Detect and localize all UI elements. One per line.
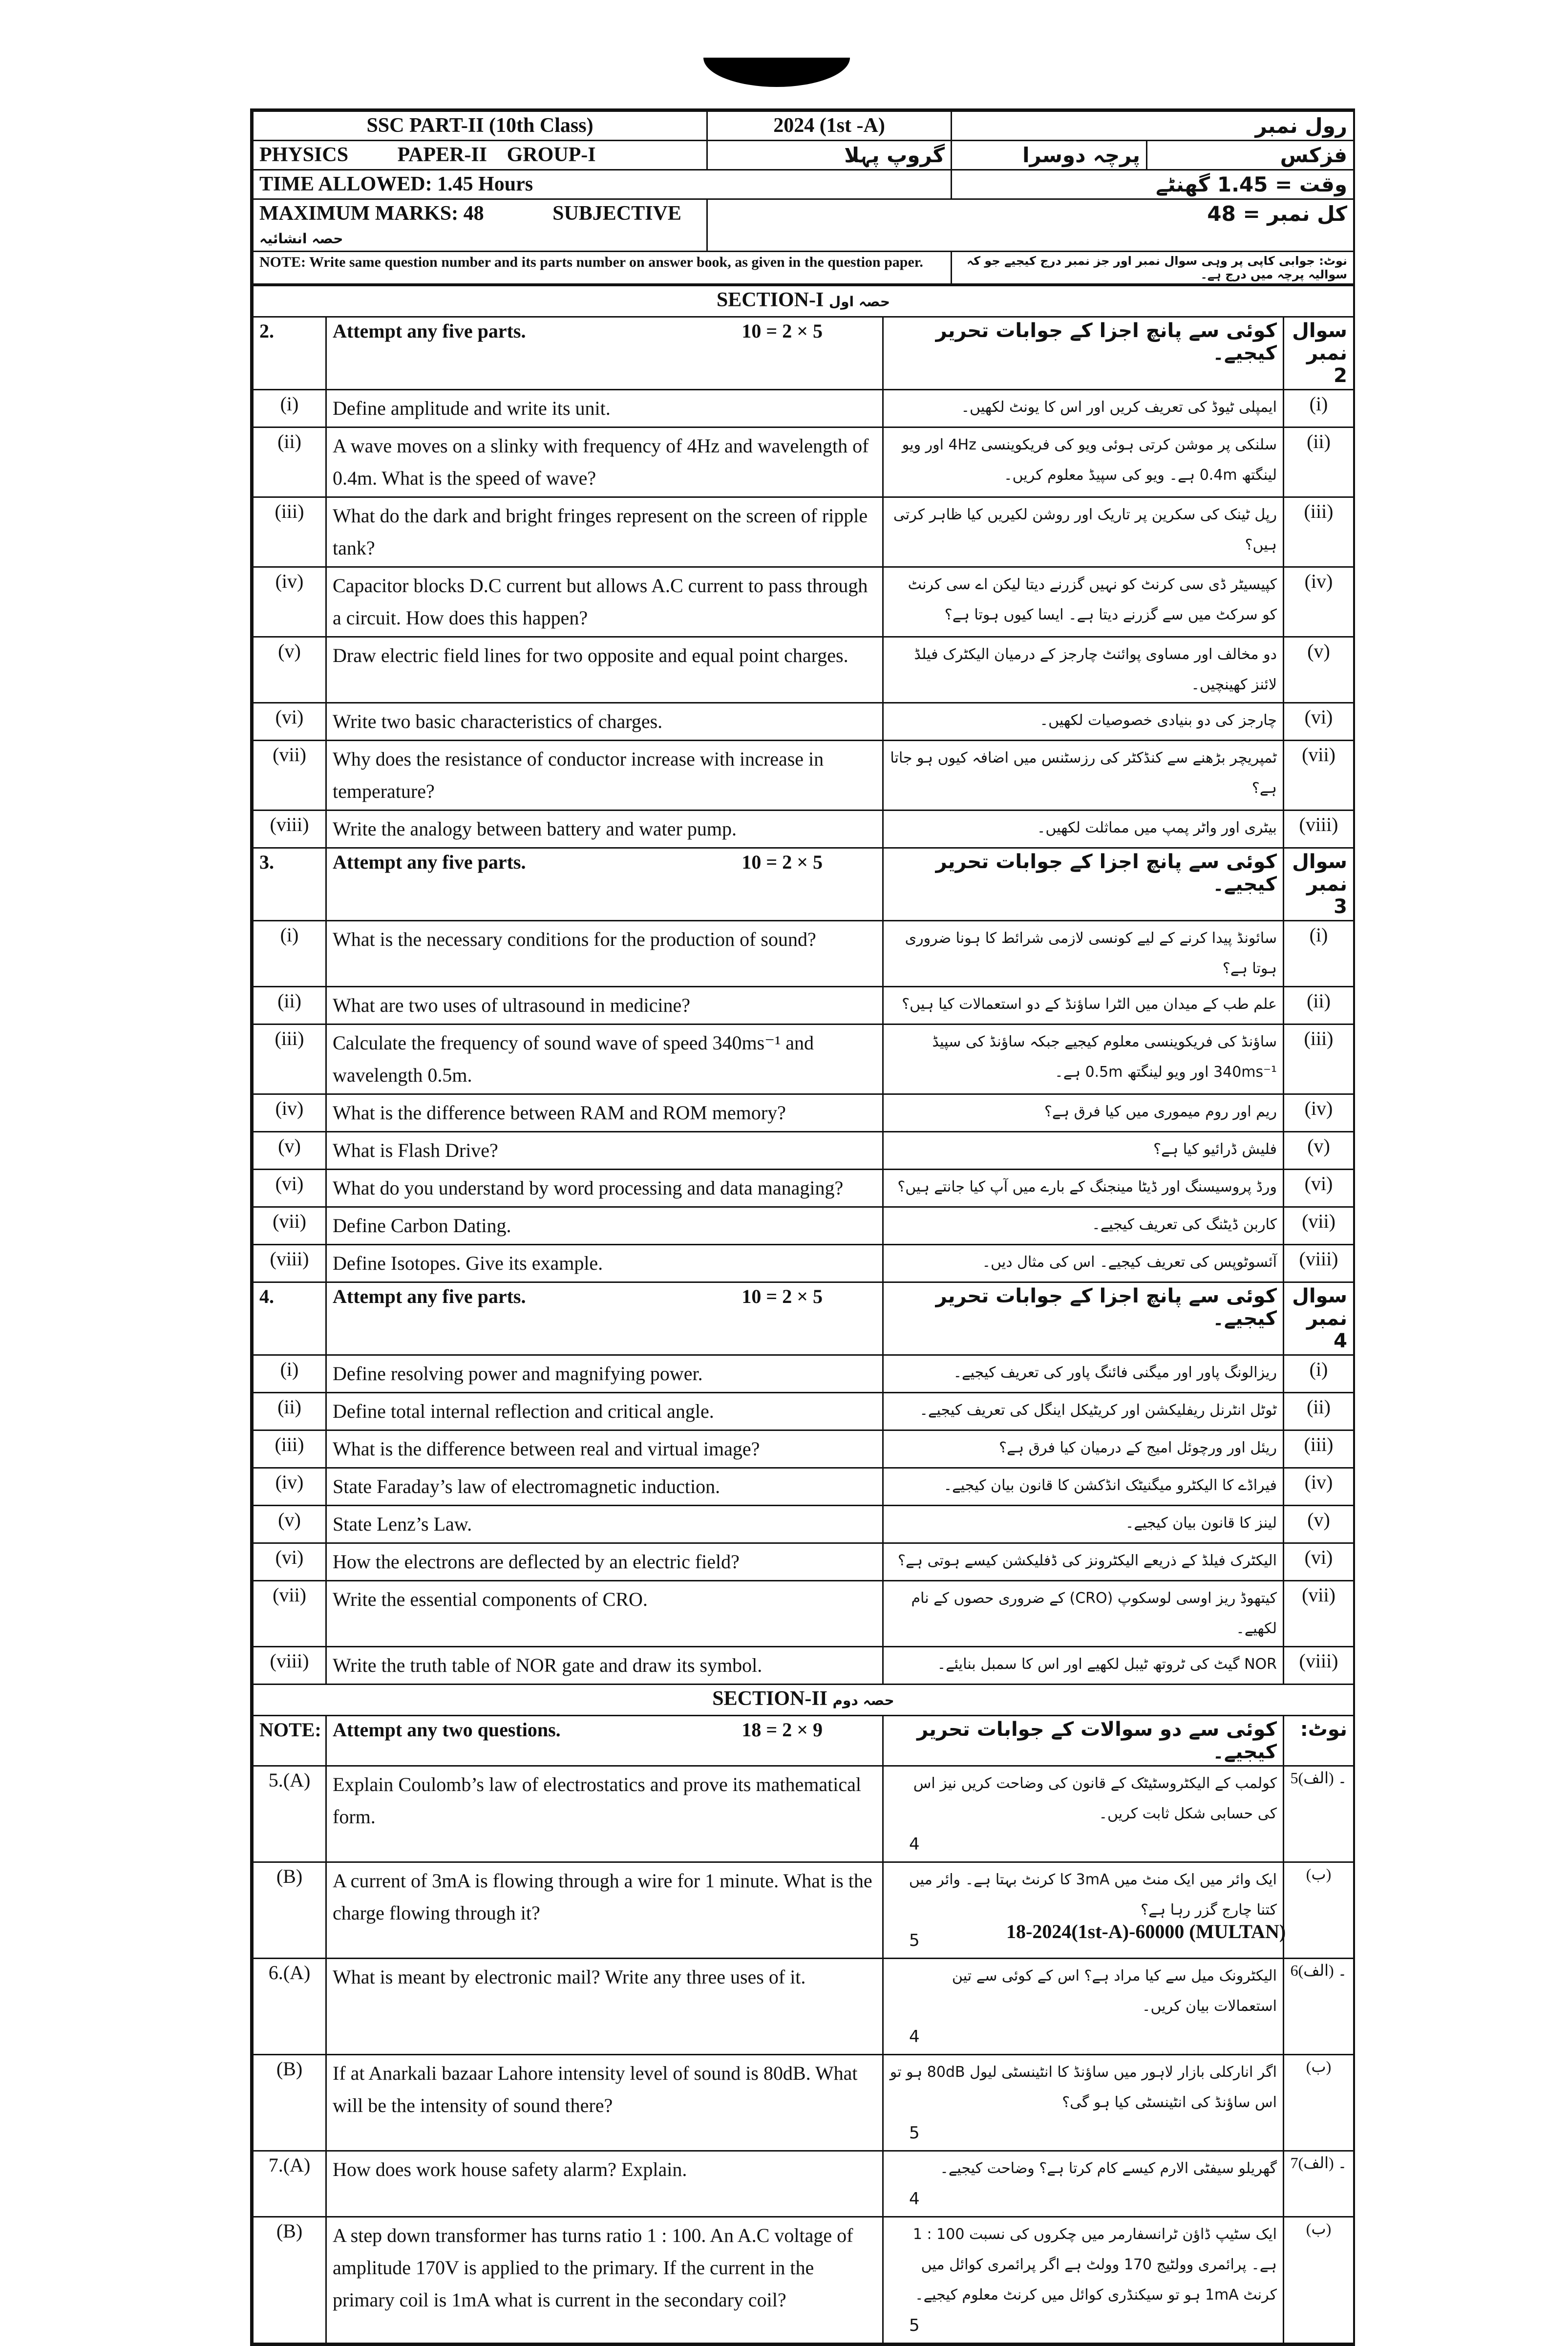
part-number: (iv) <box>253 1468 326 1506</box>
section-2-note-label: NOTE: <box>253 1716 326 1766</box>
part-number: (v) <box>253 637 326 703</box>
part-number-ur: (i) <box>1284 390 1354 427</box>
long-question-number-ur: 7۔ (الف) <box>1284 2151 1354 2217</box>
part-text-en: How the electrons are deflected by an electric field? <box>326 1543 883 1581</box>
time-allowed: TIME ALLOWED: 1.45 Hours <box>253 170 952 199</box>
long-question-number-ur: 5۔ (الف) <box>1284 1766 1354 1862</box>
question-paper <box>250 108 1355 2346</box>
subject: PHYSICS <box>259 144 349 166</box>
part-text-ur: الیکٹرک فیلڈ کے ذریعے الیکٹرونز کی ڈفلیکشن کیسے ہوتی ہے؟ <box>883 1543 1284 1581</box>
long-question-number-ur: (ب) <box>1284 1862 1354 1959</box>
total-marks-ur: کل نمبر = 48 <box>707 199 1354 252</box>
part-text-ur: آئسوٹوپس کی تعریف کیجیے۔ اس کی مثال دیں۔ <box>883 1245 1284 1282</box>
part-number-ur: (iii) <box>1284 1430 1354 1468</box>
exam-title: SSC PART-II (10th Class) <box>253 111 707 141</box>
section-2-questions <box>253 1766 1354 2344</box>
part-number: (iii) <box>253 497 326 567</box>
long-question-part <box>253 1959 1354 2055</box>
note: NOTE: Write same question number and its parts number on answer book, as given in the question paper. <box>253 252 952 284</box>
question-part <box>253 1506 1354 1543</box>
part-text-en: Define Carbon Dating. <box>326 1207 883 1245</box>
part-text-en: Define resolving power and magnifying power. <box>326 1355 883 1393</box>
question-instruction-cell <box>326 317 883 390</box>
section-2-title: SECTION-II حصہ دوم <box>253 1685 1354 1716</box>
part-number: (viii) <box>253 1245 326 1282</box>
part-number-ur: (ii) <box>1284 987 1354 1024</box>
question-part <box>253 1581 1354 1647</box>
part-text-en: Define Isotopes. Give its example. <box>326 1245 883 1282</box>
long-question-text-ur-cell <box>883 1766 1284 1862</box>
long-question-marks: 5 <box>909 2123 920 2143</box>
part-number-ur: (vi) <box>1284 1170 1354 1207</box>
part-text-ur: لینز کا قانون بیان کیجیے۔ <box>883 1506 1284 1543</box>
question-number: 3. <box>253 848 326 921</box>
long-question-text-ur-cell <box>883 2217 1284 2344</box>
part-number-ur: (vii) <box>1284 1581 1354 1647</box>
part-text-ur: ریم اور روم میموری میں کیا فرق ہے؟ <box>883 1094 1284 1132</box>
part-text-ur: دو مخالف اور مساوی پوائنٹ چارجز کے درمیان الیکٹرک فیلڈ لائنز کھینچیں۔ <box>883 637 1284 703</box>
paper-header <box>252 110 1355 285</box>
subject-ur: فزکس <box>1147 141 1354 170</box>
long-question-number: 5.(A) <box>253 1766 326 1862</box>
long-question-text-ur: اگر انارکلی بازار لاہور میں ساؤنڈ کا انٹینسٹی لیول 80dB ہو تو اس ساؤنڈ کی انٹینسٹی کیا ہو گی؟ <box>890 2064 1277 2111</box>
part-text-en: Why does the resistance of conductor increase with increase in temperature? <box>326 741 883 810</box>
subjective-label: SUBJECTIVE <box>552 202 681 225</box>
part-text-ur: کاربن ڈیٹنگ کی تعریف کیجیے۔ <box>883 1207 1284 1245</box>
long-question-number-ur: (ب) <box>1284 2217 1354 2344</box>
question-3 <box>253 848 1354 1282</box>
question-instruction-ur: کوئی سے پانچ اجزا کے جوابات تحریر کیجیے۔ <box>883 317 1284 390</box>
question-instruction-ur: کوئی سے پانچ اجزا کے جوابات تحریر کیجیے۔ <box>883 848 1284 921</box>
part-number-ur: (iv) <box>1284 1468 1354 1506</box>
long-question-text-ur: الیکٹرونک میل سے کیا مراد ہے؟ اس کے کوئی سے تین استعمالات بیان کریں۔ <box>952 1967 1277 2015</box>
long-question-part <box>253 2151 1354 2217</box>
question-header <box>253 848 1354 921</box>
part-number-ur: (viii) <box>1284 810 1354 848</box>
part-text-ur: سلنکی پر موشن کرتی ہوئی ویو کی فریکوینسی 4Hz اور ویو لینگتھ 0.4m ہے۔ ویو کی سپیڈ معلوم کریں۔ <box>883 427 1284 497</box>
question-instruction: Attempt any five parts. <box>333 320 526 342</box>
part-number: (i) <box>253 390 326 427</box>
question-part <box>253 1170 1354 1207</box>
question-part <box>253 1207 1354 1245</box>
section-2-note-ur: نوٹ: <box>1284 1716 1354 1766</box>
part-text-en: A wave moves on a slinky with frequency of 4Hz and wavelength of 0.4m. What is the speed of wave? <box>326 427 883 497</box>
part-text-ur: علم طب کے میدان میں الٹرا ساؤنڈ کے دو استعمالات کیا ہیں؟ <box>883 987 1284 1024</box>
part-number-ur: (ii) <box>1284 1393 1354 1430</box>
part-text-ur: ریئل اور ورچوئل امیج کے درمیان کیا فرق ہے؟ <box>883 1430 1284 1468</box>
question-marks: 10 = 2 × 5 <box>742 851 823 873</box>
part-number: (ii) <box>253 427 326 497</box>
question-part <box>253 1430 1354 1468</box>
part-text-ur: ریزالونگ پاور اور میگنی فائنگ پاور کی تعریف کیجیے۔ <box>883 1355 1284 1393</box>
long-question-part <box>253 1766 1354 1862</box>
question-instruction-ur: کوئی سے پانچ اجزا کے جوابات تحریر کیجیے۔ <box>883 1282 1284 1355</box>
part-number: (vii) <box>253 741 326 810</box>
question-part <box>253 637 1354 703</box>
part-text-en: Write the essential components of CRO. <box>326 1581 883 1647</box>
part-text-en: Define amplitude and write its unit. <box>326 390 883 427</box>
part-text-en: What do you understand by word processing and data managing? <box>326 1170 883 1207</box>
long-question-text-ur: ایک سٹیپ ڈاؤن ٹرانسفارمر میں چکروں کی نسبت 100 : 1 ہے۔ پرائمری وولٹیج 170 وولٹ ہے اگر پرائمری کوائل میں کرنٹ 1mA ہو تو سیکنڈری کوائل میں کرنٹ معلوم کیجیے۔ <box>912 2226 1277 2303</box>
part-text-en: What is Flash Drive? <box>326 1132 883 1170</box>
part-text-ur: سائونڈ پیدا کرنے کے لیے کونسی لازمی شرائط کا ہونا ضروری ہوتا ہے؟ <box>883 921 1284 987</box>
long-question-text-en: A step down transformer has turns ratio 1 : 100. An A.C voltage of amplitude 170V is applied to the primary. If the current in the primary coil is 1mA what is current in the secondary coil? <box>326 2217 883 2344</box>
question-part <box>253 1543 1354 1581</box>
part-number-ur: (vii) <box>1284 1207 1354 1245</box>
long-question-number: (B) <box>253 2217 326 2344</box>
part-text-en: Write the truth table of NOR gate and draw its symbol. <box>326 1647 883 1685</box>
part-number: (iii) <box>253 1024 326 1094</box>
long-question-text-en: If at Anarkali bazaar Lahore intensity level of sound is 80dB. What will be the intensity of sound there? <box>326 2055 883 2151</box>
part-number-ur: (iv) <box>1284 567 1354 637</box>
part-text-en: Define total internal reflection and critical angle. <box>326 1393 883 1430</box>
time-ur: وقت = 1.45 گھنٹے <box>952 170 1354 199</box>
part-text-en: What is the difference between RAM and ROM memory? <box>326 1094 883 1132</box>
part-number-ur: (iv) <box>1284 1094 1354 1132</box>
part-text-ur: کیتھوڈ ریز اوسی لوسکوپ (CRO) کے ضروری حصوں کے نام لکھیے۔ <box>883 1581 1284 1647</box>
group: GROUP-I <box>507 144 596 166</box>
part-text-ur: بیٹری اور واٹر پمپ میں مماثلت لکھیں۔ <box>883 810 1284 848</box>
part-number: (viii) <box>253 1647 326 1685</box>
long-question-number-ur: 6۔ (الف) <box>1284 1959 1354 2055</box>
part-text-en: State Faraday’s law of electromagnetic induction. <box>326 1468 883 1506</box>
part-number: (v) <box>253 1506 326 1543</box>
subjective-ur: حصہ انشائیہ <box>259 231 343 247</box>
question-instruction-cell <box>326 848 883 921</box>
section-2-instruction: Attempt any two questions. <box>333 1719 561 1741</box>
part-number-ur: (v) <box>1284 1132 1354 1170</box>
long-question-part <box>253 1862 1354 1959</box>
part-number-ur: (v) <box>1284 637 1354 703</box>
long-question-text-en: How does work house safety alarm? Explain. <box>326 2151 883 2217</box>
part-text-en: What do the dark and bright fringes represent on the screen of ripple tank? <box>326 497 883 567</box>
part-number: (v) <box>253 1132 326 1170</box>
part-number: (iv) <box>253 567 326 637</box>
question-part <box>253 1355 1354 1393</box>
question-part <box>253 427 1354 497</box>
part-number-ur: (v) <box>1284 1506 1354 1543</box>
scan-mark <box>703 58 850 87</box>
part-text-ur: NOR گیٹ کی ٹروتھ ٹیبل لکھیے اور اس کا سمبل بنایئے۔ <box>883 1647 1284 1685</box>
question-instruction: Attempt any five parts. <box>333 1285 526 1307</box>
part-text-en: Draw electric field lines for two opposite and equal point charges. <box>326 637 883 703</box>
max-marks: MAXIMUM MARKS: 48 <box>259 202 484 225</box>
long-question-marks: 4 <box>909 2189 920 2209</box>
question-4 <box>253 1282 1354 1685</box>
question-header <box>253 1282 1354 1355</box>
long-question-number: 6.(A) <box>253 1959 326 2055</box>
part-text-en: State Lenz’s Law. <box>326 1506 883 1543</box>
question-instruction-cell <box>326 1282 883 1355</box>
part-number: (vii) <box>253 1581 326 1647</box>
part-text-ur: ایمپلی ٹیوڈ کی تعریف کریں اور اس کا یونٹ لکھیں۔ <box>883 390 1284 427</box>
question-part <box>253 1468 1354 1506</box>
section-2-marks: 18 = 2 × 9 <box>742 1719 823 1741</box>
part-text-ur: رپل ٹینک کی سکرین پر تاریک اور روشن لکیریں کیا ظاہر کرتی ہیں؟ <box>883 497 1284 567</box>
roll-no-label: رول نمبر <box>952 111 1354 141</box>
question-part <box>253 390 1354 427</box>
question-2 <box>253 317 1354 848</box>
part-text-ur: ساؤنڈ کی فریکوینسی معلوم کیجیے جبکہ ساؤنڈ کی سپیڈ 340ms⁻¹ اور ویو لینگتھ 0.5m ہے۔ <box>883 1024 1284 1094</box>
part-text-en: What is the necessary conditions for the production of sound? <box>326 921 883 987</box>
question-part <box>253 703 1354 741</box>
question-part <box>253 1024 1354 1094</box>
section-2-instruction-ur: کوئی سے دو سوالات کے جوابات تحریر کیجیے۔ <box>883 1716 1284 1766</box>
part-number-ur: (viii) <box>1284 1647 1354 1685</box>
long-question-text-ur: کولمب کے الیکٹروسٹیٹک کے قانون کی وضاحت کریں نیز اس کی حسابی شکل ثابت کریں۔ <box>913 1775 1277 1822</box>
long-question-marks: 5 <box>909 2316 920 2335</box>
question-part <box>253 741 1354 810</box>
part-text-en: Write the analogy between battery and water pump. <box>326 810 883 848</box>
part-number-ur: (viii) <box>1284 1245 1354 1282</box>
question-part <box>253 1393 1354 1430</box>
part-text-ur: فیراڈے کا الیکٹرو میگنیٹک انڈکشن کا قانون بیان کیجیے۔ <box>883 1468 1284 1506</box>
question-part <box>253 921 1354 987</box>
question-marks: 10 = 2 × 5 <box>742 320 823 342</box>
part-number-ur: (vi) <box>1284 703 1354 741</box>
long-question-text-en: Explain Coulomb’s law of electrostatics and prove its mathematical form. <box>326 1766 883 1862</box>
part-number-ur: (vi) <box>1284 1543 1354 1581</box>
question-number-ur: سوال نمبر 2 <box>1284 317 1354 390</box>
part-number: (ii) <box>253 1393 326 1430</box>
part-text-en: Calculate the frequency of sound wave of speed 340ms⁻¹ and wavelength 0.5m. <box>326 1024 883 1094</box>
question-number-ur: سوال نمبر 3 <box>1284 848 1354 921</box>
part-number: (i) <box>253 921 326 987</box>
long-question-number: (B) <box>253 1862 326 1959</box>
part-text-ur: چارجز کی دو بنیادی خصوصیات لکھیں۔ <box>883 703 1284 741</box>
long-question-text-ur-cell <box>883 2151 1284 2217</box>
part-number-ur: (iii) <box>1284 497 1354 567</box>
long-question-marks: 5 <box>909 1931 920 1950</box>
part-number: (vi) <box>253 703 326 741</box>
part-number: (iv) <box>253 1094 326 1132</box>
question-part <box>253 810 1354 848</box>
question-marks: 10 = 2 × 5 <box>742 1285 823 1307</box>
long-question-text-ur-cell <box>883 1862 1284 1959</box>
long-question-number: 7.(A) <box>253 2151 326 2217</box>
long-question-text-ur: گھریلو سیفٹی الارم کیسے کام کرتا ہے؟ وضاحت کیجیے۔ <box>940 2160 1277 2177</box>
long-question-text-ur-cell <box>883 1959 1284 2055</box>
question-part <box>253 1245 1354 1282</box>
question-number: 2. <box>253 317 326 390</box>
note-ur: نوٹ: جوابی کاپی پر وہی سوال نمبر اور جز نمبر درج کیجیے جو کہ سوالیہ پرچہ میں درج ہے۔ <box>952 252 1354 284</box>
exam-year: 2024 (1st -A) <box>707 111 952 141</box>
part-text-ur: فلیش ڈرائیو کیا ہے؟ <box>883 1132 1284 1170</box>
long-question-part <box>253 2217 1354 2344</box>
paper-code: 18-2024(1st-A)-60000 (MULTAN) <box>1006 1920 1286 1942</box>
question-part <box>253 987 1354 1024</box>
group-ur: گروپ پہلا <box>707 141 952 170</box>
part-number: (vi) <box>253 1543 326 1581</box>
long-question-text-ur: ایک وائر میں ایک منٹ میں 3mA کا کرنٹ بہتا ہے۔ وائر میں کتنا چارج گزر رہا ہے؟ <box>909 1871 1277 1919</box>
long-question-marks: 4 <box>909 1834 920 1854</box>
part-number-ur: (i) <box>1284 1355 1354 1393</box>
long-question-marks: 4 <box>909 2027 920 2047</box>
part-number: (iii) <box>253 1430 326 1468</box>
part-text-en: Capacitor blocks D.C current but allows A.C current to pass through a circuit. How does this happen? <box>326 567 883 637</box>
paper: PAPER-II <box>397 144 487 166</box>
part-text-en: What is the difference between real and virtual image? <box>326 1430 883 1468</box>
part-number-ur: (iii) <box>1284 1024 1354 1094</box>
question-instruction: Attempt any five parts. <box>333 851 526 873</box>
part-text-ur: ٹوٹل انٹرنل ریفلیکشن اور کریٹیکل اینگل کی تعریف کیجیے۔ <box>883 1393 1284 1430</box>
question-part <box>253 1647 1354 1685</box>
section-1 <box>252 285 1355 2344</box>
question-part <box>253 497 1354 567</box>
long-question-text-ur-cell <box>883 2055 1284 2151</box>
part-text-en: What are two uses of ultrasound in medicine? <box>326 987 883 1024</box>
long-question-number-ur: (ب) <box>1284 2055 1354 2151</box>
part-number-ur: (i) <box>1284 921 1354 987</box>
part-text-ur: ورڈ پروسیسنگ اور ڈیٹا مینجنگ کے بارے میں آپ کیا جانتے ہیں؟ <box>883 1170 1284 1207</box>
long-question-number: (B) <box>253 2055 326 2151</box>
part-number: (vii) <box>253 1207 326 1245</box>
part-text-ur: ٹمپریچر بڑھنے سے کنڈکٹر کی رزسٹنس میں اضافہ کیوں ہو جاتا ہے؟ <box>883 741 1284 810</box>
question-part <box>253 1132 1354 1170</box>
long-question-text-en: What is meant by electronic mail? Write any three uses of it. <box>326 1959 883 2055</box>
question-header <box>253 317 1354 390</box>
part-text-ur: کپیسیٹر ڈی سی کرنٹ کو نہیں گزرنے دیتا لیکن اے سی کرنٹ کو سرکٹ میں سے گزرنے دیتا ہے۔ ایسا کیوں ہوتا ہے؟ <box>883 567 1284 637</box>
part-number: (vi) <box>253 1170 326 1207</box>
paper-ur: پرچہ دوسرا <box>952 141 1147 170</box>
part-number: (i) <box>253 1355 326 1393</box>
question-part <box>253 567 1354 637</box>
long-question-text-en: A current of 3mA is flowing through a wire for 1 minute. What is the charge flowing through it? <box>326 1862 883 1959</box>
long-question-part <box>253 2055 1354 2151</box>
part-text-en: Write two basic characteristics of charges. <box>326 703 883 741</box>
part-number: (viii) <box>253 810 326 848</box>
max-marks-row <box>253 199 707 252</box>
part-number-ur: (vii) <box>1284 741 1354 810</box>
section-1-title: SECTION-I حصہ اول <box>253 286 1354 317</box>
question-part <box>253 1094 1354 1132</box>
part-number-ur: (ii) <box>1284 427 1354 497</box>
subject-row <box>253 141 707 170</box>
part-number: (ii) <box>253 987 326 1024</box>
section-2-instruction-cell <box>326 1716 883 1766</box>
question-number: 4. <box>253 1282 326 1355</box>
question-number-ur: سوال نمبر 4 <box>1284 1282 1354 1355</box>
